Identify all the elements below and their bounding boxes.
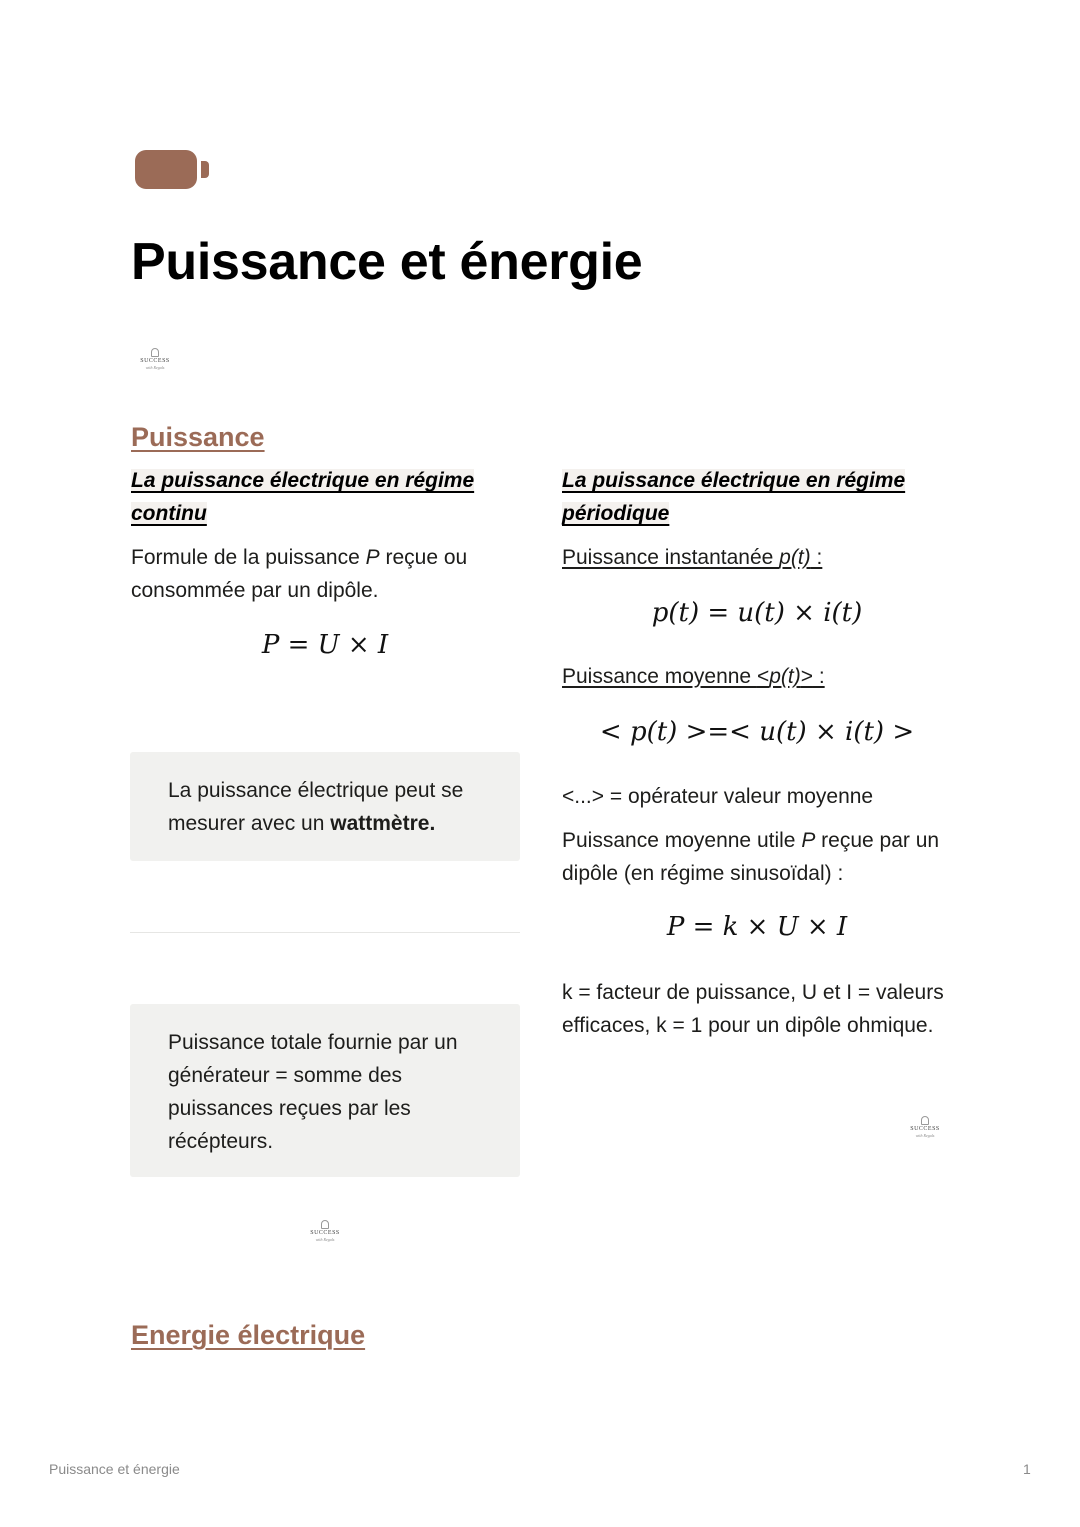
callout-wattmetre (130, 752, 520, 861)
factor-note: k = facteur de puissance, U et I = valeurs efficaces, k = 1 pour un dipôle ohmique. (562, 981, 944, 1037)
battery-icon (135, 150, 197, 189)
divider (130, 932, 520, 933)
left-intro-text: Formule de la puissance (131, 546, 366, 569)
section-title-energie: Energie électrique (131, 1320, 366, 1350)
instant-colon: : (810, 546, 823, 569)
instant-label-text: Puissance instantanée (562, 546, 780, 569)
page-title: Puissance et énergie (131, 233, 643, 291)
mean-symbol: p(t) (769, 665, 801, 688)
formula-instant-power: p(t) = u(t) × i(t) (651, 598, 863, 628)
callout-wattmetre-bold: wattmètre. (330, 812, 436, 835)
battery-icon-tip (201, 161, 209, 178)
section-title-puissance: Puissance (131, 422, 265, 452)
instant-symbol: p(t) (779, 546, 811, 569)
logo-subtitle: with Regals (145, 365, 165, 370)
logo-word: SUCCESS (310, 1230, 340, 1236)
mean-symbol-open: < (756, 665, 770, 688)
logo-figure-icon (321, 1220, 329, 1229)
footer-page-number: 1 (1023, 1461, 1031, 1477)
logo-figure-icon (921, 1116, 929, 1125)
footer-title: Puissance et énergie (49, 1461, 180, 1477)
left-intro (131, 541, 516, 607)
formula-mean-power: < p(t) >=< u(t) × i(t) > (599, 717, 915, 747)
useful-power-text: Puissance moyenne utile (562, 829, 802, 852)
left-subheading (131, 464, 511, 530)
success-logo (907, 1116, 943, 1142)
mean-colon: : (812, 665, 825, 688)
callout-wattmetre-text: La puissance électrique peut se mesurer avec un (168, 779, 464, 835)
logo-word: SUCCESS (910, 1126, 940, 1132)
useful-power-text-end: reçue par un dipôle (en régime sinusoïdal) : (562, 829, 940, 885)
useful-power-symbol: P (801, 829, 816, 852)
callout-puissance-totale-text: Puissance totale fournie par un générateur = somme des puissances reçues par les récépteurs. (168, 1031, 458, 1153)
formula-useful-power: P = k × U × I (666, 912, 848, 942)
useful-power-label (562, 824, 952, 890)
right-subheading-text: La puissance électrique en régime périodique (562, 469, 906, 525)
logo-subtitle: with Regals (315, 1237, 335, 1242)
logo-figure-icon (151, 348, 159, 357)
left-subheading-text: La puissance électrique en régime continu (131, 469, 475, 525)
operator-note: <...> = opérateur valeur moyenne (562, 785, 874, 808)
logo-subtitle: with Regals (915, 1133, 935, 1138)
logo-word: SUCCESS (140, 358, 170, 364)
callout-puissance-totale (130, 1004, 520, 1177)
formula-p-ui: P = U × I (261, 630, 389, 660)
mean-symbol-close: > (800, 665, 813, 688)
success-logo (307, 1220, 343, 1246)
mean-label-text: Puissance moyenne (562, 665, 757, 688)
left-intro-text-end: reçue ou consommée par un dipôle. (131, 546, 468, 602)
right-subheading (562, 464, 942, 530)
instant-label (562, 541, 952, 574)
left-intro-symbol: P (365, 546, 380, 569)
success-logo (137, 348, 173, 374)
mean-label (562, 660, 952, 693)
